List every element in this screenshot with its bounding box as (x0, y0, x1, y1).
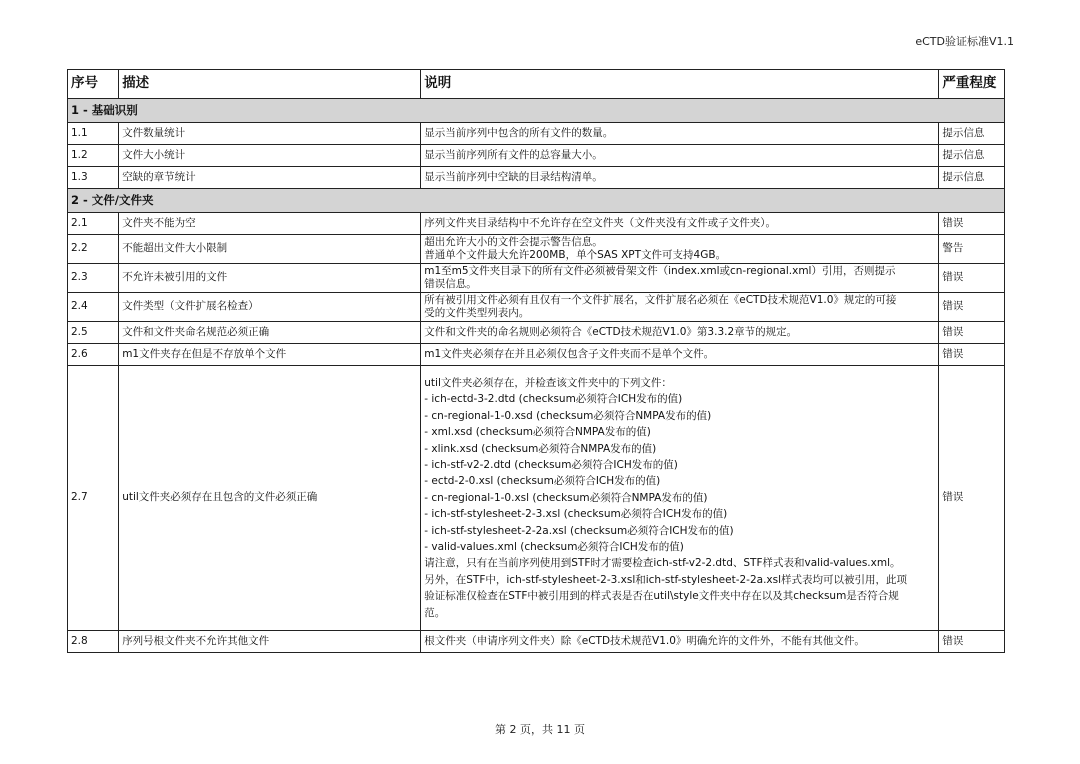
util-file-line: - cn-regional-1-0.xsl (checksum必须符合NMPA发布的值) (424, 491, 708, 504)
row-severity: 提示信息 (939, 145, 1005, 167)
row-severity: 错误 (939, 366, 1005, 631)
table-row (68, 213, 1005, 235)
row-description: util文件夹必须存在且包含的文件必须正确 (119, 366, 421, 631)
row-description: 不能超出文件大小限制 (119, 235, 421, 264)
row-description: 文件夹不能为空 (119, 213, 421, 235)
util-file-line: - cn-regional-1-0.xsd (checksum必须符合NMPA发布的值) (424, 409, 712, 422)
row-explanation: m1文件夹必须存在并且必须仅包含子文件夹而不是单个文件。 (421, 344, 939, 366)
section-title: 1 - 基础识别 (68, 99, 1005, 123)
column-header-explanation: 说明 (421, 70, 939, 99)
row-severity: 错误 (939, 293, 1005, 322)
table-row (68, 264, 1005, 293)
row-number: 1.2 (68, 145, 119, 167)
row-explanation: 显示当前序列所有文件的总容量大小。 (421, 145, 939, 167)
row-description: 文件数量统计 (119, 123, 421, 145)
row-severity: 提示信息 (939, 167, 1005, 189)
table-row (68, 322, 1005, 344)
row-severity: 错误 (939, 344, 1005, 366)
row-explanation: 所有被引用文件必须有且仅有一个文件扩展名，文件扩展名必须在《eCTD技术规范V1.0》规定的可接 受的文件类型列表内。 (421, 293, 939, 322)
table-row (68, 366, 1005, 631)
section-title: 2 - 文件/文件夹 (68, 189, 1005, 213)
row-number: 2.6 (68, 344, 119, 366)
row-number: 2.2 (68, 235, 119, 264)
row-severity: 错误 (939, 322, 1005, 344)
util-file-line: - ich-stf-v2-2.dtd (checksum必须符合ICH发布的值) (424, 458, 678, 471)
row-explanation: 序列文件夹目录结构中不允许存在空文件夹（文件夹没有文件或子文件夹）。 (421, 213, 939, 235)
row-description: 不允许未被引用的文件 (119, 264, 421, 293)
table-row (68, 167, 1005, 189)
row-number: 2.7 (68, 366, 119, 631)
row-explanation: 根文件夹（申请序列文件夹）除《eCTD技术规范V1.0》明确允许的文件外，不能有其他文件。 (421, 631, 939, 653)
row-number: 2.1 (68, 213, 119, 235)
row-severity: 错误 (939, 264, 1005, 293)
row-explanation (421, 366, 939, 631)
util-file-line: - ectd-2-0.xsl (checksum必须符合ICH发布的值) (424, 475, 661, 488)
row-explanation: 文件和文件夹的命名规则必须符合《eCTD技术规范V1.0》第3.3.2章节的规定。 (421, 322, 939, 344)
row-description: m1文件夹存在但是不存放单个文件 (119, 344, 421, 366)
row-number: 1.3 (68, 167, 119, 189)
row-severity: 提示信息 (939, 123, 1005, 145)
util-file-line: - xml.xsd (checksum必须符合NMPA发布的值) (424, 426, 651, 439)
util-note-line: 另外，在STF中，ich-stf-stylesheet-2-3.xsl和ich-stf-stylesheet-2-2a.xsl样式表均可以被引用，此项 (424, 573, 908, 586)
validation-criteria-table (67, 69, 1005, 653)
row-number: 2.5 (68, 322, 119, 344)
row-explanation: m1至m5文件夹目录下的所有文件必须被骨架文件（index.xml或cn-regional.xml）引用，否则提示 错误信息。 (421, 264, 939, 293)
row-number: 1.1 (68, 123, 119, 145)
table-row (68, 235, 1005, 264)
row-explanation: 超出允许大小的文件会提示警告信息。 普通单个文件最大允许200MB，单个SAS XPT文件可支持4GB。 (421, 235, 939, 264)
row-description: 文件类型（文件扩展名检查） (119, 293, 421, 322)
row-explanation: 显示当前序列中包含的所有文件的数量。 (421, 123, 939, 145)
row-description: 文件大小统计 (119, 145, 421, 167)
util-file-line: - ich-stf-stylesheet-2-3.xsl (checksum必须符合ICH发布的值) (424, 508, 728, 521)
util-note-line: 请注意，只有在当前序列使用到STF时才需要检查ich-stf-v2-2.dtd、STF样式表和valid-values.xml。 (424, 557, 901, 570)
table-header-row (68, 70, 1005, 99)
table-row (68, 123, 1005, 145)
util-note-line: 范。 (424, 606, 446, 619)
row-description: 文件和文件夹命名规范必须正确 (119, 322, 421, 344)
table-row (68, 631, 1005, 653)
row-severity: 错误 (939, 213, 1005, 235)
column-header-severity: 严重程度 (939, 70, 1005, 99)
row-number: 2.4 (68, 293, 119, 322)
page-number: 第 2 页，共 11 页 (495, 723, 585, 736)
util-file-line: - valid-values.xml (checksum必须符合ICH发布的值) (424, 541, 684, 554)
row-severity: 警告 (939, 235, 1005, 264)
document-title: eCTD验证标准V1.1 (915, 35, 1014, 48)
table-row (68, 293, 1005, 322)
util-file-line: - xlink.xsd (checksum必须符合NMPA发布的值) (424, 442, 657, 455)
table-row (68, 145, 1005, 167)
util-file-line: - ich-stf-stylesheet-2-2a.xsl (checksum必须符合ICH发布的值) (424, 524, 734, 537)
row-number: 2.8 (68, 631, 119, 653)
section-row-basic (68, 99, 1005, 123)
column-header-description: 描述 (119, 70, 421, 99)
util-file-line: - ich-ectd-3-2.dtd (checksum必须符合ICH发布的值) (424, 393, 683, 406)
row-severity: 错误 (939, 631, 1005, 653)
section-row-files (68, 189, 1005, 213)
table-row (68, 344, 1005, 366)
column-header-number: 序号 (68, 70, 119, 99)
row-number: 2.3 (68, 264, 119, 293)
util-note-line: 验证标准仅检查在STF中被引用到的样式表是否在util\style文件夹中存在以及其checksum是否符合规 (424, 590, 899, 603)
row-description: 序列号根文件夹不允许其他文件 (119, 631, 421, 653)
util-file-line: util文件夹必须存在，并检查该文件夹中的下列文件： (424, 376, 672, 389)
row-description: 空缺的章节统计 (119, 167, 421, 189)
row-explanation: 显示当前序列中空缺的目录结构清单。 (421, 167, 939, 189)
